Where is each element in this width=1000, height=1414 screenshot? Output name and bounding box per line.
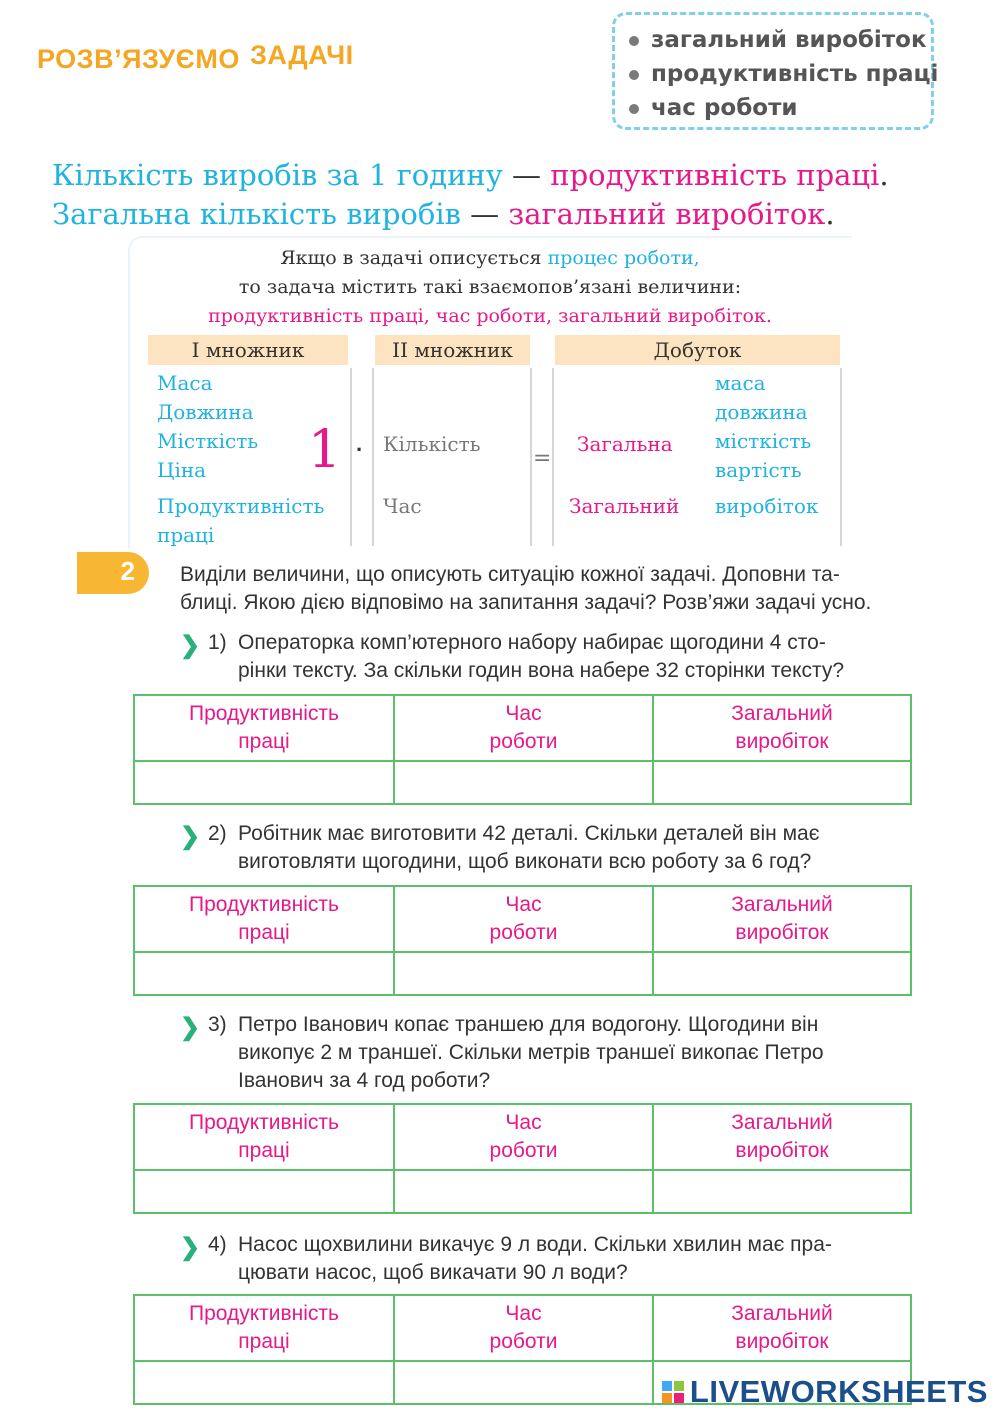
liveworksheets-icon <box>662 1381 684 1403</box>
problem-text: Насос щохвилини викачує 9 л води. Скільки хвилин має пра- цювати насос, щоб викачати 90 л води? <box>238 1233 832 1284</box>
chevron-right-icon: ❯ <box>180 1014 201 1041</box>
chevron-right-icon: ❯ <box>180 632 201 659</box>
definition-productivity: Кількість виробів за 1 годину — продуктивність праці. <box>52 158 889 192</box>
header-time: Час роботи <box>489 1302 558 1353</box>
problem-text: Петро Іванович копає траншею для водогону. Щогодини він викопує 2 м траншеї. Скільки метрів траншеї викопає Петро Іванович за 4 год роботи? <box>238 1013 824 1092</box>
section-title <box>37 44 240 75</box>
answer-table-2 <box>133 885 912 996</box>
info-line-1: Якщо в задачі описується процес роботи, <box>280 247 700 269</box>
time-input[interactable] <box>397 1362 654 1405</box>
time-input[interactable] <box>397 953 654 996</box>
divider <box>350 368 352 546</box>
header-total-output: Загальний виробіток <box>731 893 833 944</box>
product-list: маса довжина місткість вартість <box>715 371 812 482</box>
key-term-1: загальний виробіток <box>629 23 931 57</box>
header-total-output: Загальний виробіток <box>731 1111 833 1162</box>
divider <box>530 368 532 546</box>
problem-text: Робітник має виготовити 42 деталі. Скільки деталей він має виготовляти щогодини, щоб виконати всю роботу за 6 год? <box>238 822 820 873</box>
header-total-output: Загальний виробіток <box>731 702 833 753</box>
key-term-3: час роботи <box>629 91 931 125</box>
info-line-2: то задача містить такі взаємопов’язані величини: <box>238 276 742 298</box>
productivity-label: Продуктивність праці <box>157 494 325 547</box>
productivity-input[interactable] <box>137 1362 395 1405</box>
total-output-input[interactable] <box>656 953 912 996</box>
divider <box>372 368 374 546</box>
key-term-2: продуктивність праці <box>629 57 931 91</box>
time-input[interactable] <box>397 762 654 805</box>
header-second-factor: II множник <box>375 335 530 365</box>
problem-number: 2) <box>208 822 227 845</box>
header-productivity: Продуктивність праці <box>189 1302 339 1353</box>
problem-number: 1) <box>208 631 227 654</box>
task-instructions: Виділи величини, що описують ситуацію кожної задачі. Доповни та- блиці. Якою дією відповімо на запитання задачі? Розв’яжи задачі усно. <box>180 563 872 614</box>
header-time: Час роботи <box>489 1111 558 1162</box>
total-output-input[interactable] <box>656 1171 912 1214</box>
bullet-icon <box>629 104 639 114</box>
definition-total-output: Загальна кількість виробів — загальний виробіток. <box>52 197 835 231</box>
time-input[interactable] <box>397 1171 654 1214</box>
unit-one: 1 <box>308 420 342 480</box>
quantity-list: Маса Довжина Місткість Ціна <box>157 371 259 482</box>
header-productivity: Продуктивність праці <box>189 893 339 944</box>
output-label: виробіток <box>715 494 819 518</box>
section-title-part1: РОЗВ’ЯЗУЄМО <box>37 44 240 74</box>
header-productivity: Продуктивність праці <box>189 702 339 753</box>
header-first-factor: I множник <box>148 335 348 365</box>
chevron-right-icon: ❯ <box>180 823 201 850</box>
header-total-output: Загальний виробіток <box>731 1302 833 1353</box>
divider <box>840 368 842 546</box>
equals-sign: = <box>533 446 552 471</box>
answer-table-3 <box>133 1103 912 1214</box>
multiply-sign: · <box>356 437 364 462</box>
bullet-icon <box>629 70 639 80</box>
total-fem-label: Загальна <box>577 432 673 456</box>
problem-number: 4) <box>208 1233 227 1256</box>
total-masc-label: Загальний <box>569 494 680 518</box>
header-time: Час роботи <box>489 702 558 753</box>
task-number-badge: 2 <box>77 552 149 594</box>
header-time: Час роботи <box>489 893 558 944</box>
header-productivity: Продуктивність праці <box>189 1111 339 1162</box>
answer-table-1 <box>133 694 912 805</box>
key-terms-box <box>612 12 939 130</box>
total-output-input[interactable] <box>656 762 912 805</box>
productivity-input[interactable] <box>137 1171 395 1214</box>
chevron-right-icon: ❯ <box>180 1234 201 1261</box>
liveworksheets-logo: LIVEWORKSHEETS <box>662 1374 988 1410</box>
divider <box>552 368 554 546</box>
bullet-icon <box>629 36 639 46</box>
productivity-input[interactable] <box>137 762 395 805</box>
problem-number: 3) <box>208 1013 227 1036</box>
section-title-part2: ЗАДАЧІ <box>250 40 354 70</box>
productivity-input[interactable] <box>137 953 395 996</box>
problem-text: Операторка комп’ютерного набору набирає щогодини 4 сто- рінки тексту. За скільки годин вона набере 32 сторінки тексту? <box>238 631 845 682</box>
time-label: Час <box>383 494 422 518</box>
header-product: Добуток <box>555 335 840 365</box>
quantity-label: Кількість <box>383 432 481 456</box>
info-line-3: продуктивність праці, час роботи, загальний виробіток. <box>208 305 772 327</box>
